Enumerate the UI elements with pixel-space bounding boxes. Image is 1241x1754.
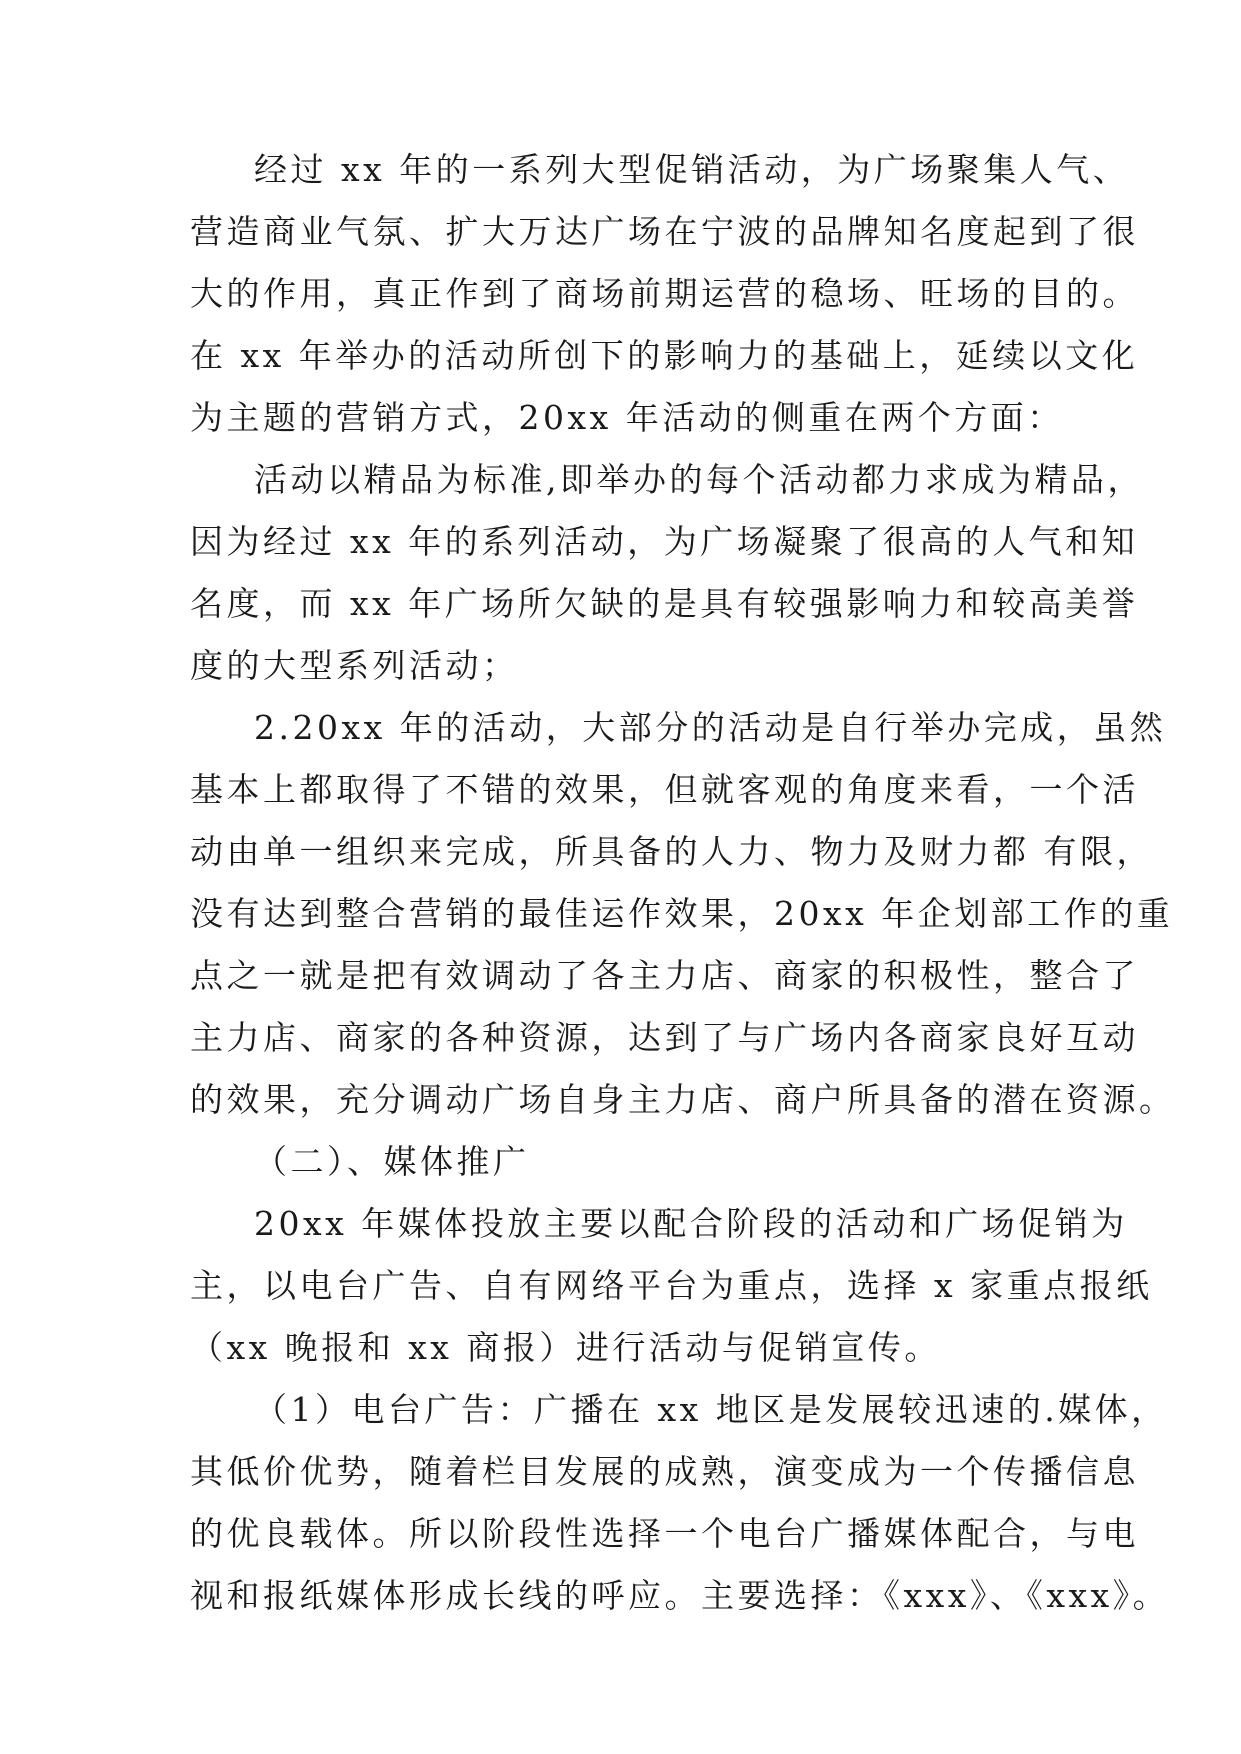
paragraph-4-line-1: 20xx 年媒体投放主要以配合阶段的活动和广场促销为 bbox=[254, 1204, 1128, 1243]
paragraph-3-line-2: 基本上都取得了不错的效果，但就客观的角度来看，一个活 bbox=[190, 770, 1139, 809]
paragraph-4-line-2: 主，以电台广告、自有网络平台为重点，选择 x 家重点报纸 bbox=[190, 1266, 1153, 1305]
paragraph-2-line-3: 名度，而 xx 年广场所欠缺的是具有较强影响力和较高美誉 bbox=[190, 584, 1139, 623]
paragraph-5-line-2: 其低价优势，随着栏目发展的成熟，演变成为一个传播信息 bbox=[190, 1452, 1139, 1491]
paragraph-3-line-3: 动由单一组织来完成，所具备的人力、物力及财力都 有限， bbox=[190, 832, 1153, 871]
paragraph-3-line-6: 主力店、商家的各种资源，达到了与广场内各商家良好互动 bbox=[190, 1018, 1139, 1057]
paragraph-2-line-4: 度的大型系列活动； bbox=[190, 646, 519, 685]
paragraph-2-line-1: 活动以精品为标准,即举办的每个活动都力求成为精品， bbox=[254, 460, 1144, 499]
paragraph-1-line-4: 在 xx 年举办的活动所创下的影响力的基础上，延续以文化 bbox=[190, 336, 1139, 375]
paragraph-3-line-1: 2.20xx 年的活动，大部分的活动是自行举办完成，虽然 bbox=[254, 708, 1167, 747]
paragraph-5-line-4: 视和报纸媒体形成长线的呼应。主要选择：《xxx》、《xxx》。 bbox=[190, 1576, 1170, 1615]
paragraph-3-line-7: 的效果，充分调动广场自身主力店、商户所具备的潜在资源。 bbox=[190, 1080, 1176, 1119]
paragraph-3-line-5: 点之一就是把有效调动了各主力店、商家的积极性，整合了 bbox=[190, 956, 1139, 995]
paragraph-5-line-3: 的优良载体。所以阶段性选择一个电台广播媒体配合，与电 bbox=[190, 1514, 1139, 1553]
paragraph-1-line-2: 营造商业气氛、扩大万达广场在宁波的品牌知名度起到了很 bbox=[190, 212, 1139, 251]
paragraph-4-line-3: （xx 晚报和 xx 商报）进行活动与促销宣传。 bbox=[190, 1328, 941, 1367]
paragraph-1-line-5: 为主题的营销方式，20xx 年活动的侧重在两个方面： bbox=[190, 398, 1064, 437]
paragraph-3-line-4: 没有达到整合营销的最佳运作效果，20xx 年企划部工作的重 bbox=[190, 894, 1174, 933]
paragraph-2-line-2: 因为经过 xx 年的系列活动，为广场凝聚了很高的人气和知 bbox=[190, 522, 1139, 561]
paragraph-1-line-3: 大的作用，真正作到了商场前期运营的稳场、旺场的目的。 bbox=[190, 274, 1139, 313]
section-heading: （二）、媒体推广 bbox=[254, 1142, 530, 1181]
paragraph-5-line-1: （1）电台广告：广播在 xx 地区是发展较迅速的.媒体， bbox=[254, 1390, 1168, 1429]
paragraph-1-line-1: 经过 xx 年的一系列大型促销活动，为广场聚集人气、 bbox=[254, 150, 1130, 189]
